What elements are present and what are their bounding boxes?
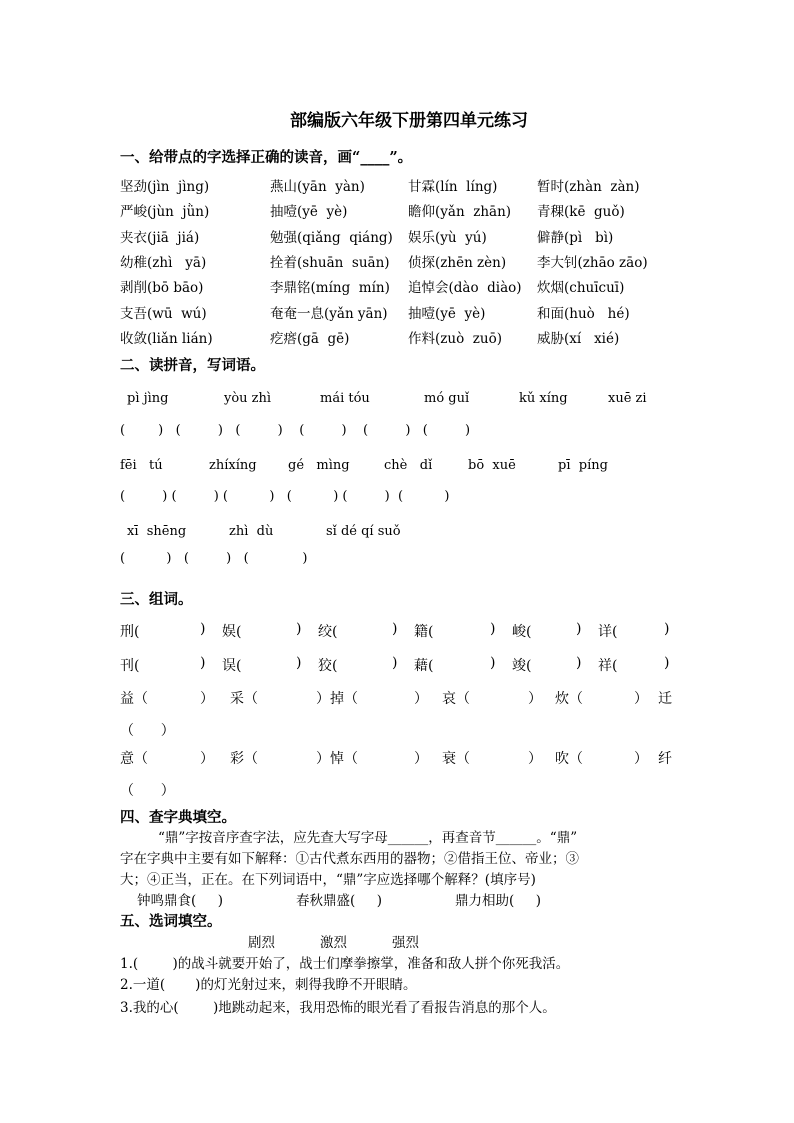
pinyin-word: zhì dù	[229, 524, 274, 539]
word-group-cell: 绞(	[318, 624, 338, 640]
dictionary-text: 大；④正当，正在。在下列词语中，“鼎”字应选择哪个解释？(填序号)	[120, 872, 536, 888]
pinyin-blank-row: ( ) ( ) ( ) ( ) ( ) ( )	[120, 489, 450, 504]
pinyin-word: fēi tú	[120, 458, 163, 473]
word-group-cell: )	[664, 655, 670, 671]
pinyin-word: xuē zi	[608, 391, 647, 406]
pronunciation-item: 燕山(yān yàn)	[270, 179, 365, 195]
pronunciation-item: 剥削(bō bāo)	[120, 280, 204, 296]
pinyin-word: mó guǐ	[424, 391, 470, 406]
word-group-cell: ）	[414, 751, 428, 767]
word-group-cell: 祥(	[598, 658, 618, 674]
word-group-cell: 衰（	[442, 751, 470, 767]
fill-question: 1.( )的战斗就要开始了，战士们摩拳擦掌，准备和敌人拼个你死我活。	[120, 956, 570, 972]
pronunciation-item: 坚劲(jìn jìng)	[120, 179, 210, 195]
pronunciation-item: 僻静(pì bì)	[537, 230, 614, 246]
fill-question: 3.我的心( )地跳动起来，我用恐怖的眼光看了看报告消息的那个人。	[120, 1000, 556, 1016]
pronunciation-item: 甘霖(lín líng)	[408, 179, 498, 195]
pinyin-word: kǔ xíng	[519, 391, 568, 406]
word-group-cell: )	[296, 655, 302, 671]
pronunciation-item: 暂时(zhàn zàn)	[537, 179, 640, 195]
word-group-cell: 娱(	[222, 624, 242, 640]
word-group-cell: 详(	[598, 624, 618, 640]
pronunciation-item: 收敛(liǎn lián)	[120, 331, 213, 347]
pinyin-word: pī píng	[558, 458, 608, 473]
word-group-cell: 竣(	[512, 658, 532, 674]
word-group-cell: ）	[634, 751, 648, 767]
word-group-cell: 采（	[230, 691, 258, 707]
word-group-cell: )	[200, 621, 206, 637]
word-group-cell: ）悼（	[316, 751, 358, 767]
word-group-wrap: （ ）	[120, 783, 175, 799]
pronunciation-item: 抽噎(yē yè)	[270, 204, 348, 220]
word-group-cell: ）	[200, 751, 214, 767]
pronunciation-item: 炊烟(chuīcuī)	[537, 280, 625, 296]
pronunciation-item: 瞻仰(yǎn zhān)	[408, 204, 512, 220]
dictionary-item: 钟鸣鼎食( )	[137, 893, 223, 909]
pronunciation-item: 抽噎(yē yè)	[408, 306, 486, 322]
word-group-cell: 峻(	[512, 624, 532, 640]
word-option: 激烈	[320, 935, 347, 951]
word-group-cell: 刊(	[120, 658, 140, 674]
word-group-wrap: （ ）	[120, 723, 175, 739]
pronunciation-item: 支吾(wū wú)	[120, 306, 207, 322]
pronunciation-item: 疙瘩(gā gē)	[270, 331, 350, 347]
pinyin-word: zhíxíng	[209, 458, 257, 473]
pronunciation-item: 和面(huò hé)	[537, 306, 630, 322]
word-group-cell: 迁	[658, 691, 672, 707]
section-2-heading: 二、读拼音，写词语。	[120, 357, 265, 374]
word-group-cell: )	[576, 621, 582, 637]
word-group-cell: 藉(	[414, 658, 434, 674]
word-group-cell: ）	[528, 691, 542, 707]
pronunciation-item: 勉强(qiǎng qiáng)	[270, 230, 393, 246]
dictionary-item: 鼎力相助( )	[455, 893, 541, 909]
dictionary-item: 春秋鼎盛( )	[296, 893, 382, 909]
word-group-cell: 吹（	[555, 751, 583, 767]
section-3-heading: 三、组词。	[120, 591, 193, 608]
word-group-cell: ）	[634, 691, 648, 707]
word-group-cell: )	[490, 621, 496, 637]
word-group-cell: )	[392, 655, 398, 671]
pinyin-word: xī shēng	[127, 524, 187, 539]
pronunciation-item: 严峻(jùn jǜn)	[120, 204, 210, 220]
word-option: 强烈	[392, 935, 419, 951]
section-1-heading: 一、给带点的字选择正确的读音，画“____”。	[120, 149, 413, 166]
pinyin-blank-row: ( ) ( ) ( )	[120, 551, 308, 566]
page-title: 部编版六年级下册第四单元练习	[290, 111, 528, 131]
pronunciation-item: 夹衣(jiā jiá)	[120, 230, 200, 246]
word-group-cell: 籍(	[414, 624, 434, 640]
section-5-heading: 五、选词填空。	[120, 913, 222, 930]
word-group-cell: ）	[200, 691, 214, 707]
word-group-cell: 狡(	[318, 658, 338, 674]
word-group-cell: 益（	[120, 691, 148, 707]
dictionary-text: 字在字典中主要有如下解释：①古代煮东西用的器物；②借指王位、帝业；③	[120, 851, 579, 867]
pronunciation-item: 奄奄一息(yǎn yān)	[270, 306, 388, 322]
pronunciation-item: 李鼎铭(míng mín)	[270, 280, 390, 296]
word-group-cell: ）	[528, 751, 542, 767]
word-group-cell: 彩（	[230, 751, 258, 767]
word-group-cell: )	[490, 655, 496, 671]
word-group-cell: )	[296, 621, 302, 637]
pinyin-word: bō xuē	[468, 458, 516, 473]
pinyin-word: yòu zhì	[224, 391, 272, 406]
pronunciation-item: 威胁(xí xié)	[537, 331, 620, 347]
pronunciation-item: 侦探(zhēn zèn)	[408, 255, 507, 271]
word-group-cell: ）掉（	[316, 691, 358, 707]
word-group-cell: 纤	[658, 751, 672, 767]
word-group-cell: ）	[414, 691, 428, 707]
word-group-cell: 误(	[222, 658, 242, 674]
pinyin-word: pì jìng	[127, 391, 169, 406]
pronunciation-item: 娱乐(yù yú)	[408, 230, 487, 246]
section-4-heading: 四、查字典填空。	[120, 809, 236, 826]
word-group-cell: 意（	[120, 751, 148, 767]
pronunciation-item: 作料(zuò zuō)	[408, 331, 502, 347]
word-group-cell: 哀（	[442, 691, 470, 707]
word-group-cell: )	[392, 621, 398, 637]
word-option: 剧烈	[248, 935, 275, 951]
pinyin-word: mái tóu	[320, 391, 370, 406]
pronunciation-item: 幼稚(zhì yā)	[120, 255, 207, 271]
pronunciation-item: 拴着(shuān suān)	[270, 255, 390, 271]
dictionary-text: “鼎”字按音序查字法，应先查大写字母______，再查音节______。“鼎”	[158, 830, 578, 846]
word-group-cell: 炊（	[555, 691, 583, 707]
word-group-cell: 刑(	[120, 624, 140, 640]
pronunciation-item: 青稞(kē guǒ)	[537, 204, 625, 220]
pinyin-blank-row: ( ) ( ) ( ) ( ) ( ) ( )	[120, 423, 471, 438]
word-group-cell: )	[200, 655, 206, 671]
pronunciation-item: 李大钊(zhāo zāo)	[537, 255, 648, 271]
pinyin-word: chè dǐ	[384, 458, 433, 473]
pinyin-word: gé mìng	[288, 458, 350, 473]
pronunciation-item: 追悼会(dào diào)	[408, 280, 522, 296]
word-group-cell: )	[664, 621, 670, 637]
word-group-cell: )	[576, 655, 582, 671]
pinyin-word: sǐ dé qí suǒ	[326, 524, 401, 539]
fill-question: 2.一道( )的灯光射过来，刺得我睁不开眼睛。	[120, 977, 417, 993]
